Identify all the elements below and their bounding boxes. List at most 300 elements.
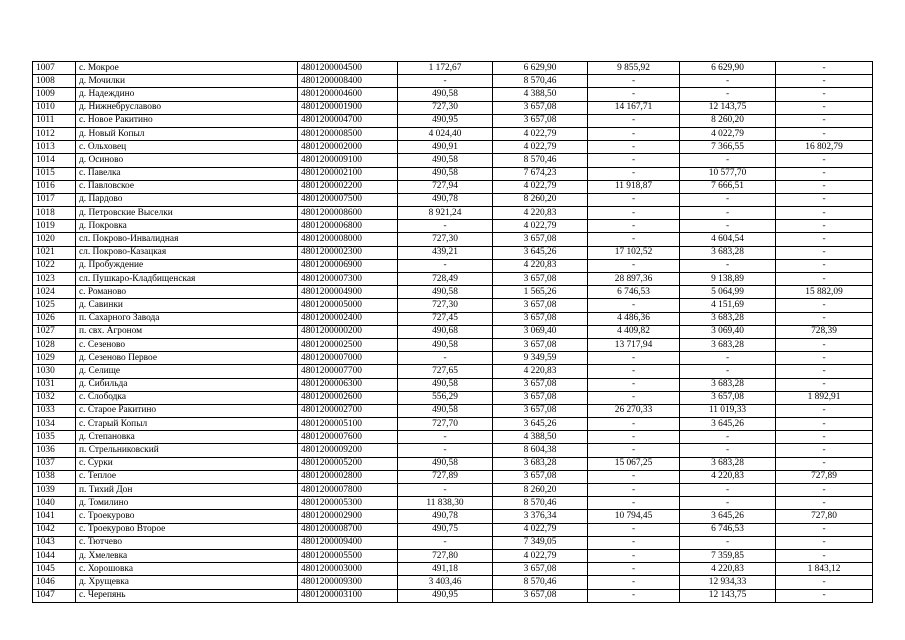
- oktmo-code-cell: 4801200000200: [298, 325, 398, 338]
- row-number-cell: 1027: [33, 325, 76, 338]
- value-col-5-cell: -: [776, 338, 873, 351]
- value-col-1-cell: -: [398, 536, 493, 549]
- value-col-4-cell: 3 645,26: [680, 418, 776, 431]
- value-col-4-cell: 12 143,75: [680, 101, 776, 114]
- oktmo-code-cell: 4801200002300: [298, 246, 398, 259]
- table-row: [33, 299, 873, 312]
- table-row: [33, 378, 873, 391]
- oktmo-code-cell: 4801200009200: [298, 444, 398, 457]
- value-col-3-cell: -: [588, 233, 680, 246]
- value-col-4-cell: -: [680, 484, 776, 497]
- row-number-cell: 1015: [33, 167, 76, 180]
- oktmo-code-cell: 4801200005100: [298, 418, 398, 431]
- oktmo-code-cell: 4801200002700: [298, 404, 398, 417]
- value-col-1-cell: -: [398, 220, 493, 233]
- settlement-name-cell: д. Сезеново Первое: [76, 352, 298, 365]
- table-row: [33, 193, 873, 206]
- value-col-2-cell: 8 570,46: [493, 497, 588, 510]
- value-col-1-cell: 491,18: [398, 563, 493, 576]
- oktmo-code-cell: 4801200001900: [298, 101, 398, 114]
- settlement-name-cell: с. Сурки: [76, 457, 298, 470]
- settlement-name-cell: д. Хмелевка: [76, 549, 298, 562]
- row-number-cell: 1016: [33, 180, 76, 193]
- oktmo-code-cell: 4801200008700: [298, 523, 398, 536]
- table-row: [33, 404, 873, 417]
- table-row: [33, 444, 873, 457]
- table-row: [33, 114, 873, 127]
- settlement-name-cell: д. Селище: [76, 365, 298, 378]
- value-col-5-cell: -: [776, 536, 873, 549]
- value-col-5-cell: -: [776, 62, 873, 75]
- value-col-5-cell: -: [776, 154, 873, 167]
- value-col-1-cell: 727,30: [398, 299, 493, 312]
- settlement-name-cell: с. Мокрое: [76, 62, 298, 75]
- table-row: [33, 207, 873, 220]
- value-col-4-cell: 4 604,54: [680, 233, 776, 246]
- value-col-5-cell: 728,39: [776, 325, 873, 338]
- value-col-1-cell: 490,95: [398, 114, 493, 127]
- settlement-name-cell: сл. Покрово-Инвалидная: [76, 233, 298, 246]
- value-col-5-cell: 16 802,79: [776, 141, 873, 154]
- value-col-5-cell: -: [776, 576, 873, 589]
- table-row: [33, 220, 873, 233]
- value-col-3-cell: 26 270,33: [588, 404, 680, 417]
- value-col-3-cell: -: [588, 141, 680, 154]
- value-col-5-cell: -: [776, 259, 873, 272]
- table-row: [33, 325, 873, 338]
- oktmo-code-cell: 4801200005200: [298, 457, 398, 470]
- value-col-2-cell: 3 657,08: [493, 312, 588, 325]
- table-row: [33, 75, 873, 88]
- value-col-5-cell: -: [776, 180, 873, 193]
- settlement-name-cell: с. Павловское: [76, 180, 298, 193]
- row-number-cell: 1036: [33, 444, 76, 457]
- oktmo-code-cell: 4801200004900: [298, 286, 398, 299]
- row-number-cell: 1024: [33, 286, 76, 299]
- table-row: [33, 180, 873, 193]
- value-col-5-cell: -: [776, 523, 873, 536]
- row-number-cell: 1045: [33, 563, 76, 576]
- value-col-5-cell: -: [776, 404, 873, 417]
- oktmo-code-cell: 4801200006300: [298, 378, 398, 391]
- row-number-cell: 1040: [33, 497, 76, 510]
- oktmo-code-cell: 4801200007000: [298, 352, 398, 365]
- oktmo-code-cell: 4801200006800: [298, 220, 398, 233]
- value-col-2-cell: 9 349,59: [493, 352, 588, 365]
- table-row: [33, 141, 873, 154]
- value-col-1-cell: 490,78: [398, 510, 493, 523]
- value-col-1-cell: 727,30: [398, 233, 493, 246]
- value-col-2-cell: 3 657,08: [493, 299, 588, 312]
- row-number-cell: 1041: [33, 510, 76, 523]
- oktmo-code-cell: 4801200002400: [298, 312, 398, 325]
- value-col-4-cell: -: [680, 88, 776, 101]
- table-row: [33, 233, 873, 246]
- value-col-2-cell: 3 645,26: [493, 246, 588, 259]
- value-col-4-cell: -: [680, 431, 776, 444]
- value-col-2-cell: 4 022,79: [493, 141, 588, 154]
- table-row: [33, 365, 873, 378]
- settlement-name-cell: с. Павелка: [76, 167, 298, 180]
- value-col-3-cell: -: [588, 549, 680, 562]
- settlement-name-cell: с. Теплое: [76, 470, 298, 483]
- table-row: [33, 510, 873, 523]
- value-col-4-cell: 3 645,26: [680, 510, 776, 523]
- value-col-3-cell: 6 746,53: [588, 286, 680, 299]
- table-row: [33, 589, 873, 602]
- value-col-1-cell: 727,70: [398, 418, 493, 431]
- value-col-2-cell: 3 683,28: [493, 457, 588, 470]
- value-col-4-cell: -: [680, 207, 776, 220]
- table-row: [33, 431, 873, 444]
- value-col-4-cell: 4 022,79: [680, 127, 776, 140]
- value-col-2-cell: 3 657,08: [493, 563, 588, 576]
- value-col-2-cell: 3 657,08: [493, 391, 588, 404]
- value-col-1-cell: 727,65: [398, 365, 493, 378]
- value-col-2-cell: 3 657,08: [493, 273, 588, 286]
- oktmo-code-cell: 4801200006900: [298, 259, 398, 272]
- value-col-1-cell: -: [398, 75, 493, 88]
- oktmo-code-cell: 4801200009400: [298, 536, 398, 549]
- row-number-cell: 1031: [33, 378, 76, 391]
- value-col-1-cell: 727,30: [398, 101, 493, 114]
- value-col-3-cell: 15 067,25: [588, 457, 680, 470]
- value-col-2-cell: 4 220,83: [493, 207, 588, 220]
- row-number-cell: 1035: [33, 431, 76, 444]
- value-col-2-cell: 4 220,83: [493, 365, 588, 378]
- settlement-name-cell: д. Новый Копыл: [76, 127, 298, 140]
- value-col-5-cell: -: [776, 589, 873, 602]
- table-row: [33, 62, 873, 75]
- oktmo-code-cell: 4801200008400: [298, 75, 398, 88]
- oktmo-code-cell: 4801200002100: [298, 167, 398, 180]
- value-col-5-cell: -: [776, 299, 873, 312]
- row-number-cell: 1022: [33, 259, 76, 272]
- oktmo-code-cell: 4801200002900: [298, 510, 398, 523]
- table-row: [33, 418, 873, 431]
- settlement-name-cell: с. Троекурово: [76, 510, 298, 523]
- value-col-2-cell: 6 629,90: [493, 62, 588, 75]
- value-col-3-cell: 17 102,52: [588, 246, 680, 259]
- value-col-5-cell: -: [776, 88, 873, 101]
- value-col-4-cell: -: [680, 536, 776, 549]
- table-row: [33, 470, 873, 483]
- value-col-1-cell: -: [398, 484, 493, 497]
- value-col-3-cell: -: [588, 127, 680, 140]
- value-col-5-cell: -: [776, 457, 873, 470]
- row-number-cell: 1032: [33, 391, 76, 404]
- value-col-5-cell: 727,80: [776, 510, 873, 523]
- oktmo-code-cell: 4801200005000: [298, 299, 398, 312]
- value-col-2-cell: 4 022,79: [493, 220, 588, 233]
- value-col-3-cell: -: [588, 220, 680, 233]
- value-col-4-cell: -: [680, 497, 776, 510]
- oktmo-code-cell: 4801200008600: [298, 207, 398, 220]
- table-row: [33, 286, 873, 299]
- row-number-cell: 1039: [33, 484, 76, 497]
- value-col-2-cell: 4 388,50: [493, 431, 588, 444]
- value-col-2-cell: 3 657,08: [493, 378, 588, 391]
- value-col-5-cell: -: [776, 114, 873, 127]
- settlement-name-cell: с. Старый Копыл: [76, 418, 298, 431]
- table-row: [33, 101, 873, 114]
- value-col-4-cell: -: [680, 352, 776, 365]
- value-col-5-cell: -: [776, 418, 873, 431]
- value-col-5-cell: 15 882,09: [776, 286, 873, 299]
- value-col-4-cell: 3 657,08: [680, 391, 776, 404]
- value-col-2-cell: 4 220,83: [493, 259, 588, 272]
- value-col-4-cell: 7 666,51: [680, 180, 776, 193]
- value-col-2-cell: 3 376,34: [493, 510, 588, 523]
- settlement-name-cell: с. Слободка: [76, 391, 298, 404]
- row-number-cell: 1014: [33, 154, 76, 167]
- row-number-cell: 1047: [33, 589, 76, 602]
- table-row: [33, 576, 873, 589]
- value-col-5-cell: -: [776, 193, 873, 206]
- row-number-cell: 1013: [33, 141, 76, 154]
- settlement-name-cell: п. свх. Агроном: [76, 325, 298, 338]
- value-col-1-cell: -: [398, 259, 493, 272]
- settlement-name-cell: д. Томилино: [76, 497, 298, 510]
- settlement-name-cell: с. Черепянь: [76, 589, 298, 602]
- row-number-cell: 1009: [33, 88, 76, 101]
- oktmo-code-cell: 4801200007600: [298, 431, 398, 444]
- oktmo-code-cell: 4801200004600: [298, 88, 398, 101]
- value-col-4-cell: 4 220,83: [680, 563, 776, 576]
- settlement-name-cell: сл. Пушкаро-Кладбищенская: [76, 273, 298, 286]
- oktmo-code-cell: 4801200009100: [298, 154, 398, 167]
- oktmo-code-cell: 4801200005500: [298, 549, 398, 562]
- oktmo-code-cell: 4801200003100: [298, 589, 398, 602]
- row-number-cell: 1043: [33, 536, 76, 549]
- row-number-cell: 1046: [33, 576, 76, 589]
- value-col-1-cell: -: [398, 431, 493, 444]
- value-col-4-cell: 7 359,85: [680, 549, 776, 562]
- value-col-2-cell: 8 260,20: [493, 193, 588, 206]
- value-col-4-cell: 8 260,20: [680, 114, 776, 127]
- value-col-3-cell: 4 409,82: [588, 325, 680, 338]
- value-col-1-cell: 1 172,67: [398, 62, 493, 75]
- settlement-name-cell: д. Савинки: [76, 299, 298, 312]
- value-col-5-cell: -: [776, 352, 873, 365]
- settlement-name-cell: с. Троекурово Второе: [76, 523, 298, 536]
- row-number-cell: 1033: [33, 404, 76, 417]
- value-col-3-cell: -: [588, 154, 680, 167]
- value-col-4-cell: 10 577,70: [680, 167, 776, 180]
- value-col-5-cell: -: [776, 75, 873, 88]
- row-number-cell: 1026: [33, 312, 76, 325]
- value-col-2-cell: 4 022,79: [493, 523, 588, 536]
- oktmo-code-cell: 4801200003000: [298, 563, 398, 576]
- value-col-5-cell: -: [776, 246, 873, 259]
- value-col-2-cell: 8 604,38: [493, 444, 588, 457]
- table-row: [33, 273, 873, 286]
- value-col-3-cell: -: [588, 259, 680, 272]
- value-col-4-cell: 3 683,28: [680, 378, 776, 391]
- table-row: [33, 312, 873, 325]
- value-col-4-cell: 6 629,90: [680, 62, 776, 75]
- value-col-4-cell: 3 683,28: [680, 457, 776, 470]
- settlement-name-cell: д. Покровка: [76, 220, 298, 233]
- value-col-5-cell: -: [776, 220, 873, 233]
- value-col-3-cell: -: [588, 523, 680, 536]
- value-col-2-cell: 4 388,50: [493, 88, 588, 101]
- value-col-2-cell: 4 022,79: [493, 127, 588, 140]
- oktmo-code-cell: 4801200004500: [298, 62, 398, 75]
- value-col-2-cell: 3 657,08: [493, 338, 588, 351]
- value-col-3-cell: -: [588, 589, 680, 602]
- value-col-1-cell: 490,91: [398, 141, 493, 154]
- value-col-1-cell: 728,49: [398, 273, 493, 286]
- settlement-name-cell: д. Сибильда: [76, 378, 298, 391]
- value-col-3-cell: 13 717,94: [588, 338, 680, 351]
- value-col-3-cell: 9 855,92: [588, 62, 680, 75]
- table-row: [33, 154, 873, 167]
- oktmo-code-cell: 4801200007500: [298, 193, 398, 206]
- table-row: [33, 246, 873, 259]
- value-col-4-cell: 4 151,69: [680, 299, 776, 312]
- value-col-3-cell: -: [588, 391, 680, 404]
- value-col-2-cell: 3 657,08: [493, 404, 588, 417]
- value-col-4-cell: -: [680, 365, 776, 378]
- table-body: [33, 62, 873, 603]
- value-col-3-cell: -: [588, 536, 680, 549]
- row-number-cell: 1012: [33, 127, 76, 140]
- value-col-3-cell: -: [588, 352, 680, 365]
- value-col-4-cell: 4 220,83: [680, 470, 776, 483]
- table-row: [33, 88, 873, 101]
- table-row: [33, 536, 873, 549]
- value-col-1-cell: -: [398, 352, 493, 365]
- value-col-1-cell: 490,58: [398, 457, 493, 470]
- oktmo-code-cell: 4801200007300: [298, 273, 398, 286]
- value-col-1-cell: 490,58: [398, 378, 493, 391]
- value-col-2-cell: 3 657,08: [493, 114, 588, 127]
- value-col-4-cell: 3 683,28: [680, 312, 776, 325]
- table-row: [33, 259, 873, 272]
- value-col-4-cell: -: [680, 259, 776, 272]
- oktmo-code-cell: 4801200009300: [298, 576, 398, 589]
- row-number-cell: 1028: [33, 338, 76, 351]
- value-col-4-cell: -: [680, 220, 776, 233]
- settlement-name-cell: сл. Покрово-Казацкая: [76, 246, 298, 259]
- settlement-name-cell: д. Осиново: [76, 154, 298, 167]
- oktmo-code-cell: 4801200002600: [298, 391, 398, 404]
- oktmo-code-cell: 4801200002500: [298, 338, 398, 351]
- row-number-cell: 1010: [33, 101, 76, 114]
- table-row: [33, 484, 873, 497]
- table-row: [33, 391, 873, 404]
- value-col-5-cell: -: [776, 444, 873, 457]
- table-row: [33, 549, 873, 562]
- value-col-1-cell: 11 838,30: [398, 497, 493, 510]
- value-col-2-cell: 7 674,23: [493, 167, 588, 180]
- row-number-cell: 1008: [33, 75, 76, 88]
- table-row: [33, 127, 873, 140]
- value-col-2-cell: 8 570,46: [493, 75, 588, 88]
- value-col-2-cell: 8 260,20: [493, 484, 588, 497]
- oktmo-code-cell: 4801200004700: [298, 114, 398, 127]
- row-number-cell: 1030: [33, 365, 76, 378]
- value-col-3-cell: 10 794,45: [588, 510, 680, 523]
- value-col-1-cell: 490,58: [398, 167, 493, 180]
- value-col-4-cell: -: [680, 193, 776, 206]
- oktmo-code-cell: 4801200002000: [298, 141, 398, 154]
- oktmo-code-cell: 4801200002200: [298, 180, 398, 193]
- settlement-name-cell: д. Степановка: [76, 431, 298, 444]
- row-number-cell: 1017: [33, 193, 76, 206]
- value-col-2-cell: 3 657,08: [493, 233, 588, 246]
- value-col-1-cell: 727,94: [398, 180, 493, 193]
- value-col-3-cell: -: [588, 563, 680, 576]
- row-number-cell: 1025: [33, 299, 76, 312]
- value-col-3-cell: -: [588, 207, 680, 220]
- row-number-cell: 1044: [33, 549, 76, 562]
- value-col-3-cell: -: [588, 497, 680, 510]
- value-col-5-cell: -: [776, 431, 873, 444]
- settlement-name-cell: д. Нижнебруславово: [76, 101, 298, 114]
- value-col-1-cell: 4 024,40: [398, 127, 493, 140]
- oktmo-code-cell: 4801200007800: [298, 484, 398, 497]
- value-col-1-cell: 490,58: [398, 286, 493, 299]
- value-col-3-cell: -: [588, 365, 680, 378]
- value-col-1-cell: 490,58: [398, 404, 493, 417]
- value-col-4-cell: 3 683,28: [680, 338, 776, 351]
- value-col-5-cell: -: [776, 207, 873, 220]
- data-table: [32, 61, 873, 603]
- value-col-5-cell: -: [776, 365, 873, 378]
- settlement-name-cell: д. Надеждино: [76, 88, 298, 101]
- settlement-name-cell: с. Сезеново: [76, 338, 298, 351]
- value-col-3-cell: -: [588, 167, 680, 180]
- value-col-1-cell: 490,58: [398, 338, 493, 351]
- value-col-3-cell: -: [588, 114, 680, 127]
- value-col-1-cell: 490,58: [398, 154, 493, 167]
- value-col-5-cell: 1 843,12: [776, 563, 873, 576]
- row-number-cell: 1038: [33, 470, 76, 483]
- value-col-3-cell: -: [588, 299, 680, 312]
- value-col-1-cell: 8 921,24: [398, 207, 493, 220]
- value-col-5-cell: -: [776, 233, 873, 246]
- row-number-cell: 1042: [33, 523, 76, 536]
- row-number-cell: 1029: [33, 352, 76, 365]
- row-number-cell: 1023: [33, 273, 76, 286]
- value-col-4-cell: 11 019,33: [680, 404, 776, 417]
- value-col-3-cell: -: [588, 418, 680, 431]
- oktmo-code-cell: 4801200008500: [298, 127, 398, 140]
- value-col-3-cell: -: [588, 470, 680, 483]
- value-col-1-cell: 3 403,46: [398, 576, 493, 589]
- oktmo-code-cell: 4801200007700: [298, 365, 398, 378]
- value-col-4-cell: 6 746,53: [680, 523, 776, 536]
- table-row: [33, 457, 873, 470]
- value-col-3-cell: 4 486,36: [588, 312, 680, 325]
- settlement-name-cell: п. Сахарного Завода: [76, 312, 298, 325]
- value-col-2-cell: 1 565,26: [493, 286, 588, 299]
- value-col-5-cell: -: [776, 484, 873, 497]
- settlement-name-cell: с. Тютчево: [76, 536, 298, 549]
- value-col-4-cell: 9 138,89: [680, 273, 776, 286]
- value-col-4-cell: 3 683,28: [680, 246, 776, 259]
- settlement-name-cell: с. Старое Ракитино: [76, 404, 298, 417]
- settlement-name-cell: д. Пробуждение: [76, 259, 298, 272]
- settlement-name-cell: д. Пардово: [76, 193, 298, 206]
- value-col-5-cell: -: [776, 312, 873, 325]
- value-col-5-cell: 727,89: [776, 470, 873, 483]
- value-col-1-cell: 727,45: [398, 312, 493, 325]
- value-col-4-cell: -: [680, 444, 776, 457]
- value-col-5-cell: -: [776, 273, 873, 286]
